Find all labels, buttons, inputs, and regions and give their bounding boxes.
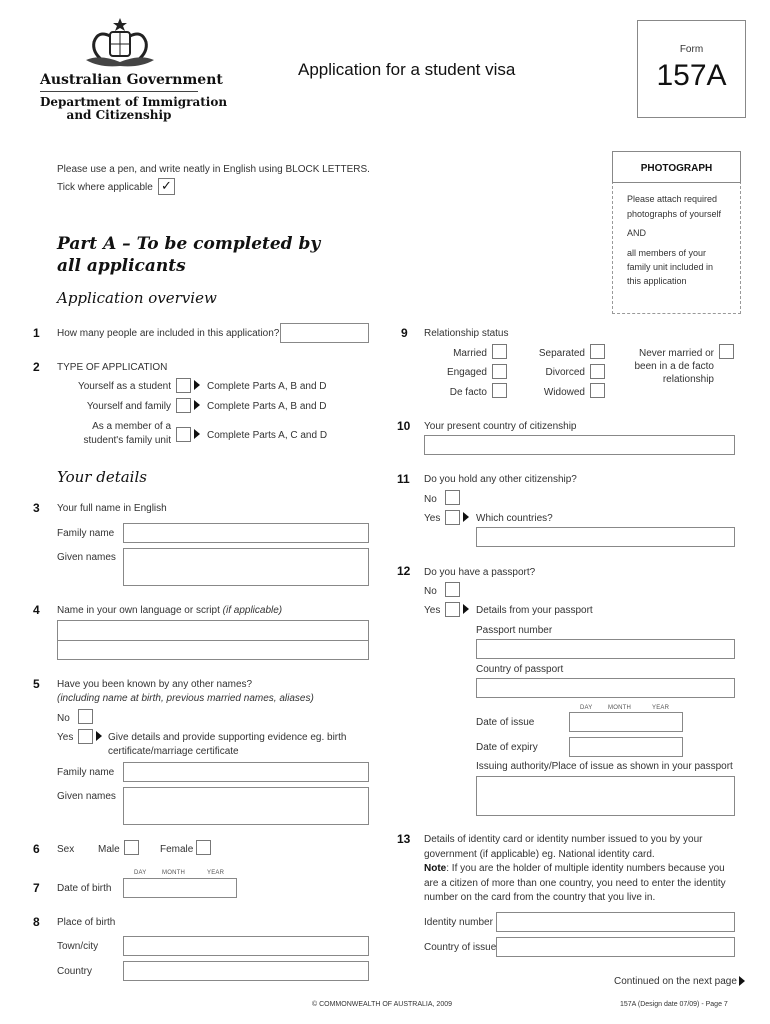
date-of-expiry-field[interactable] (569, 737, 683, 757)
q8-country-label: Country (57, 966, 93, 977)
q12-label: Do you have a passport? (424, 567, 536, 578)
married-checkbox[interactable] (492, 344, 507, 359)
q13-note-line (424, 862, 725, 875)
q9-never-married-2: been in a de facto (634, 361, 714, 372)
tick-instruction: Tick where applicable (57, 182, 153, 193)
native-name-divider (57, 640, 369, 641)
q5-yes-detail-1: Give details and provide supporting evidence eg. birth (108, 732, 347, 743)
q8-number: 8 (33, 915, 40, 929)
q9-never-married-3: relationship (662, 374, 714, 385)
dob-month-caption: MONTH (162, 870, 185, 876)
defacto-checkbox[interactable] (492, 383, 507, 398)
tick-mark-icon: ✓ (161, 178, 172, 193)
other-given-names-field[interactable] (123, 787, 369, 825)
q13-line-2: government (if applicable) eg. National identity card. (424, 849, 655, 860)
q2-member-checkbox[interactable] (176, 427, 191, 442)
arrow-right-icon (463, 604, 469, 614)
q9-number: 9 (401, 326, 408, 340)
part-a-heading-2: all applicants (57, 256, 186, 276)
instruction-text: Please use a pen, and write neatly in English using BLOCK LETTERS. (57, 164, 370, 175)
page-info: 157A (Design date 07/09) - Page 7 (620, 1001, 728, 1008)
birth-town-field[interactable] (123, 936, 369, 956)
q11-label: Do you hold any other citizenship? (424, 474, 577, 485)
your-details-heading: Your details (57, 468, 147, 486)
q3-number: 3 (33, 501, 40, 515)
q2-family-target: Complete Parts A, B and D (207, 401, 327, 412)
department-line-1: Department of Immigration (40, 95, 228, 109)
passport-number-field[interactable] (476, 639, 735, 659)
q3-family-name-label: Family name (57, 528, 115, 539)
q4-label (57, 604, 282, 617)
form-label: Form (679, 44, 704, 55)
country-of-issue-field[interactable] (496, 937, 735, 957)
q5-number: 5 (33, 677, 40, 691)
photo-instruction-4: family unit included in (627, 262, 714, 272)
application-overview-heading: Application overview (57, 289, 217, 307)
q2-member-target: Complete Parts A, C and D (207, 430, 328, 441)
q11-number: 11 (397, 472, 410, 486)
divorced-checkbox[interactable] (590, 364, 605, 379)
q5-label: Have you been known by any other names? (57, 679, 253, 690)
q5-given-names-label: Given names (57, 791, 116, 802)
people-count-field[interactable] (280, 323, 369, 343)
q12-no-checkbox[interactable] (445, 582, 460, 597)
birth-country-field[interactable] (123, 961, 369, 981)
passport-country-label: Country of passport (476, 664, 564, 675)
q4-number: 4 (33, 603, 40, 617)
government-name: Australian Government (40, 72, 223, 88)
coat-of-arms-logo (80, 16, 160, 72)
q5-no-checkbox[interactable] (78, 709, 93, 724)
q2-number: 2 (33, 360, 40, 374)
q10-number: 10 (397, 419, 411, 433)
q13-note-label: Note (424, 863, 447, 874)
q13-line-1: Details of identity card or identity number issued to you by your (424, 834, 703, 845)
q2-family-checkbox[interactable] (176, 398, 191, 413)
arrow-right-icon (194, 400, 200, 410)
q5-no-label: No (57, 713, 70, 724)
q11-which-label: Which countries? (476, 513, 553, 524)
family-name-field[interactable] (123, 523, 369, 543)
q9-label: Relationship status (424, 328, 509, 339)
q9-separated-label: Separated (538, 348, 585, 359)
q5-label-note: (including name at birth, previous married names, aliases) (57, 693, 314, 704)
tick-example-box (158, 178, 175, 195)
q13-line-5: number on the card from the country that you live in. (424, 892, 656, 903)
q11-yes-checkbox[interactable] (445, 510, 460, 525)
form-title: Application for a student visa (298, 60, 516, 79)
q4-label-text: Name in your own language or script (57, 605, 220, 616)
issuing-authority-label: Issuing authority/Place of issue as shown in your passport (476, 761, 733, 772)
citizenship-field[interactable] (424, 435, 735, 455)
q9-divorced-label: Divorced (545, 367, 585, 378)
photo-instruction-2: photographs of yourself (627, 209, 722, 219)
continued-next-page: Continued on the next page (614, 976, 737, 987)
passport-number-label: Passport number (476, 625, 553, 636)
q7-number: 7 (33, 881, 40, 895)
engaged-checkbox[interactable] (492, 364, 507, 379)
form-number-box (637, 20, 746, 118)
passport-day-caption: DAY (580, 705, 593, 711)
given-names-field[interactable] (123, 548, 369, 586)
arrow-right-icon (739, 976, 745, 986)
q13-line-4: are a citizen of more than one country, you need to enter the identity (424, 878, 726, 889)
male-checkbox[interactable] (124, 840, 139, 855)
q1-number: 1 (33, 326, 40, 340)
q13-line-3: : If you are the holder of multiple identity numbers because you (446, 863, 725, 874)
copyright-text: © COMMONWEALTH OF AUSTRALIA, 2009 (312, 1001, 452, 1008)
female-checkbox[interactable] (196, 840, 211, 855)
q3-label: Your full name in English (57, 503, 167, 514)
date-of-expiry-label: Date of expiry (476, 742, 538, 753)
q12-number: 12 (397, 564, 411, 578)
photo-instruction-5: this application (627, 276, 687, 286)
date-of-birth-field[interactable] (123, 878, 237, 898)
never-married-checkbox[interactable] (719, 344, 734, 359)
q6-number: 6 (33, 842, 40, 856)
q3-given-names-label: Given names (57, 552, 116, 563)
q12-yes-checkbox[interactable] (445, 602, 460, 617)
photo-instruction-1: Please attach required (627, 194, 718, 204)
q13-number: 13 (397, 832, 411, 846)
photo-instruction-3: all members of your (627, 248, 707, 258)
photograph-title: PHOTOGRAPH (640, 163, 713, 174)
q12-no-label: No (424, 586, 437, 597)
date-of-issue-field[interactable] (569, 712, 683, 732)
dob-year-caption: YEAR (207, 870, 225, 876)
other-citizenship-field[interactable] (476, 527, 735, 547)
q2-option-family: Yourself and family (86, 401, 171, 412)
q11-no-label: No (424, 494, 437, 505)
photo-and: AND (627, 228, 647, 238)
q2-student-checkbox[interactable] (176, 378, 191, 393)
part-a-heading-1: Part A – To be completed by (57, 234, 321, 254)
q9-married-label: Married (453, 348, 487, 359)
arrow-right-icon (194, 429, 200, 439)
other-family-name-field[interactable] (123, 762, 369, 782)
q9-engaged-label: Engaged (446, 367, 487, 378)
q9-defacto-label: De facto (449, 387, 487, 398)
q5-yes-checkbox[interactable] (78, 729, 93, 744)
arrow-right-icon (463, 512, 469, 522)
q12-details-label: Details from your passport (476, 605, 593, 616)
dob-day-caption: DAY (134, 870, 147, 876)
q12-yes-label: Yes (424, 605, 441, 616)
q4-label-note: (if applicable) (222, 605, 283, 616)
q5-yes-detail-2: certificate/marriage certificate (108, 746, 239, 757)
identity-number-label: Identity number (424, 917, 493, 928)
q7-label: Date of birth (57, 883, 112, 894)
separated-checkbox[interactable] (590, 344, 605, 359)
issuing-authority-field[interactable] (476, 776, 735, 816)
q6-male-label: Male (98, 844, 120, 855)
q2-label: TYPE OF APPLICATION (57, 362, 168, 373)
q2-option-member-1: As a member of a (92, 421, 171, 432)
q6-label: Sex (57, 844, 75, 855)
widowed-checkbox[interactable] (590, 383, 605, 398)
passport-month-caption: MONTH (608, 705, 631, 711)
header-rule (40, 91, 198, 92)
q5-family-name-label: Family name (57, 767, 115, 778)
country-of-issue-label: Country of issue (424, 942, 497, 953)
form-number: 157A (656, 59, 727, 92)
passport-year-caption: YEAR (652, 705, 670, 711)
q11-yes-label: Yes (424, 513, 441, 524)
arrow-right-icon (96, 731, 102, 741)
q8-town-label: Town/city (57, 941, 99, 952)
q2-option-member-2: student's family unit (83, 435, 171, 446)
date-of-issue-label: Date of issue (476, 717, 535, 728)
q2-option-student: Yourself as a student (77, 381, 171, 392)
q11-no-checkbox[interactable] (445, 490, 460, 505)
q1-label: How many people are included in this application? (57, 328, 280, 339)
arrow-right-icon (194, 380, 200, 390)
q10-label: Your present country of citizenship (424, 421, 577, 432)
q5-yes-label: Yes (57, 732, 74, 743)
passport-country-field[interactable] (476, 678, 735, 698)
q8-label: Place of birth (57, 917, 116, 928)
q9-widowed-label: Widowed (543, 387, 585, 398)
identity-number-field[interactable] (496, 912, 735, 932)
q2-student-target: Complete Parts A, B and D (207, 381, 327, 392)
q9-never-married-1: Never married or (638, 348, 714, 359)
department-line-2: and Citizenship (66, 108, 172, 122)
q6-female-label: Female (160, 844, 194, 855)
